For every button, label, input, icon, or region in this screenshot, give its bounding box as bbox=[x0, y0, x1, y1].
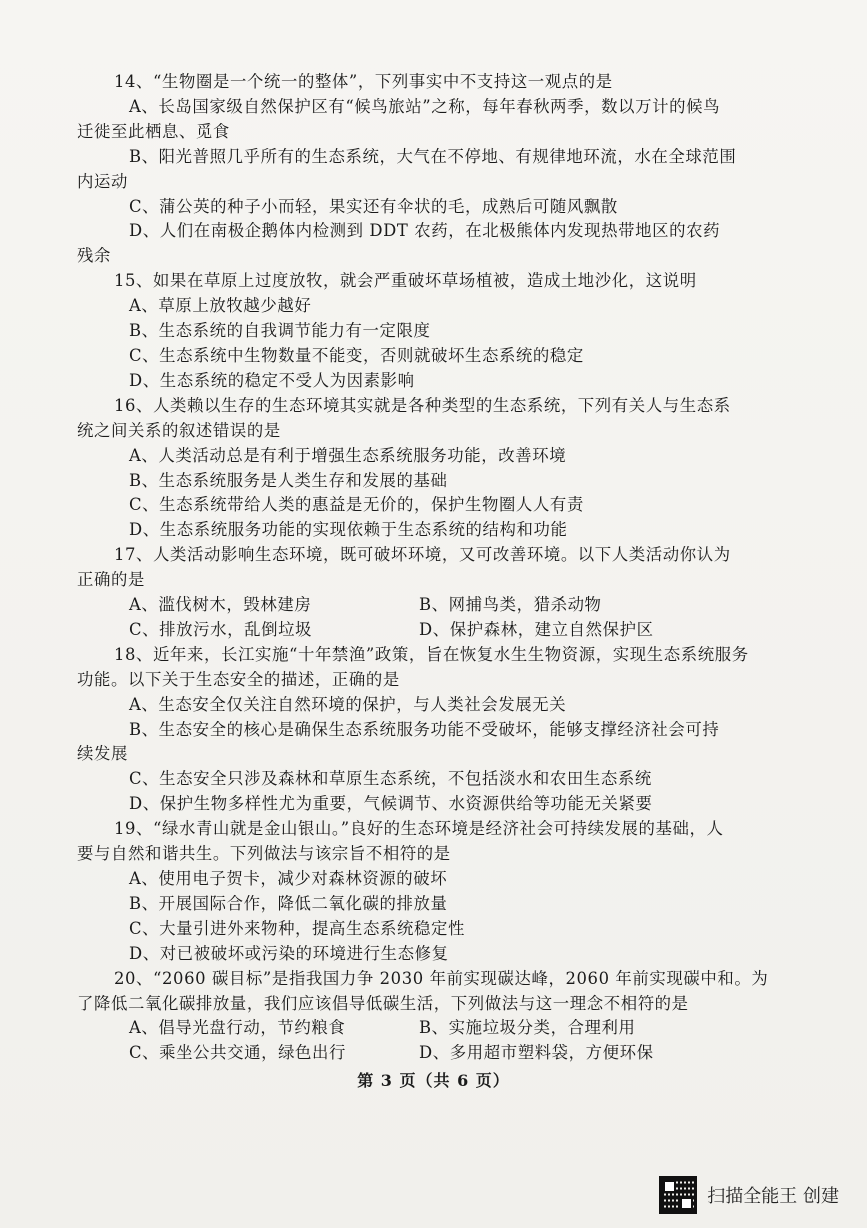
answer-option: D、多用超市塑料袋，方便环保 bbox=[419, 1043, 654, 1063]
question-stem: 正确的是 bbox=[77, 570, 145, 590]
answer-option: 迁徙至此栖息、觅食 bbox=[77, 121, 230, 141]
watermark-text: 扫描全能王 创建 bbox=[707, 1186, 839, 1207]
answer-option: 续发展 bbox=[77, 744, 128, 764]
answer-option: C、生态系统带给人类的惠益是无价的，保护生物圈人人有责 bbox=[129, 495, 584, 515]
question-stem: 19、“绿水青山就是金山银山。”良好的生态环境是经济社会可持续发展的基础，人 bbox=[114, 819, 724, 839]
question-stem: 17、人类活动影响生态环境，既可破坏环境，又可改善环境。以下人类活动你认为 bbox=[114, 545, 731, 565]
answer-option: D、生态系统的稳定不受人为因素影响 bbox=[129, 370, 415, 390]
answer-option: A、使用电子贺卡，减少对森林资源的破坏 bbox=[129, 869, 448, 888]
answer-option: B、网捕鸟类，猎杀动物 bbox=[419, 595, 602, 615]
question-stem: 16、人类赖以生存的生态环境其实就是各种类型的生态系统，下列有关人与生态系 bbox=[114, 395, 731, 415]
answer-option: B、生态安全的核心是确保生态系统服务功能不受破坏，能够支撑经济社会可持 bbox=[129, 719, 720, 739]
answer-option: D、保护森林，建立自然保护区 bbox=[419, 619, 654, 639]
answer-option: D、对已被破坏或污染的环境进行生态修复 bbox=[129, 943, 449, 963]
answer-option-row bbox=[96, 1016, 736, 1041]
scanner-watermark bbox=[659, 1176, 839, 1214]
answer-option: A、滥伐树木，毁林建房 bbox=[129, 595, 312, 615]
answer-option: B、开展国际合作，降低二氧化碳的排放量 bbox=[129, 893, 448, 913]
answer-option: B、生态系统的自我调节能力有一定限度 bbox=[129, 321, 431, 341]
answer-option: A、人类活动总是有利于增强生态系统服务功能，改善环境 bbox=[129, 445, 567, 465]
answer-option: B、实施垃圾分类，合理利用 bbox=[419, 1018, 636, 1038]
answer-option: A、草原上放牧越少越好 bbox=[129, 296, 312, 316]
answer-option: D、保护生物多样性尤为重要，气候调节、水资源供给等功能无关紧要 bbox=[129, 794, 653, 814]
question-stem: 统之间关系的叙述错误的是 bbox=[77, 420, 281, 440]
answer-option: C、生态系统中生物数量不能变，否则就破坏生态系统的稳定 bbox=[129, 345, 584, 365]
page-footer: 第 3 页（共 6 页） bbox=[357, 1071, 510, 1090]
answer-option: A、长岛国家级自然保护区有“候鸟旅站”之称，每年春秋两季，数以万计的候鸟 bbox=[129, 96, 721, 116]
question-stem: 14、“生物圈是一个统一的整体”，下列事实中不支持这一观点的是 bbox=[114, 72, 613, 91]
question-list bbox=[77, 70, 769, 1066]
answer-option: A、倡导光盘行动，节约粮食 bbox=[129, 1018, 346, 1038]
answer-option-row bbox=[96, 1041, 736, 1066]
answer-option: 残余 bbox=[77, 246, 111, 266]
answer-option: D、人们在南极企鹅体内检测到 DDT 农药，在北极熊体内发现热带地区的农药 bbox=[129, 221, 721, 241]
question-stem: 要与自然和谐共生。下列做法与该宗旨不相符的是 bbox=[77, 844, 451, 864]
question-stem: 了降低二氧化碳排放量，我们应该倡导低碳生活，下列做法与这一理念不相符的是 bbox=[77, 993, 689, 1013]
answer-option: B、阳光普照几乎所有的生态系统，大气在不停地、有规律地环流，水在全球范围 bbox=[129, 146, 737, 166]
qr-code-icon bbox=[659, 1176, 697, 1214]
question-stem: 15、如果在草原上过度放牧，就会严重破坏草场植被，造成土地沙化，这说明 bbox=[114, 271, 697, 291]
question-stem: 18、近年来，长江实施“十年禁渔”政策，旨在恢复水生生物资源，实现生态系统服务 bbox=[114, 644, 749, 664]
answer-option-row bbox=[96, 618, 736, 643]
answer-option: C、排放污水，乱倒垃圾 bbox=[129, 619, 313, 639]
answer-option: C、蒲公英的种子小而轻，果实还有伞状的毛，成熟后可随风飘散 bbox=[129, 196, 618, 216]
answer-option: D、生态系统服务功能的实现依赖于生态系统的结构和功能 bbox=[129, 520, 568, 540]
answer-option: B、生态系统服务是人类生存和发展的基础 bbox=[129, 470, 448, 490]
answer-option: C、生态安全只涉及森林和草原生态系统，不包括淡水和农田生态系统 bbox=[129, 769, 652, 789]
answer-option: 内运动 bbox=[77, 171, 128, 191]
question-stem: 功能。以下关于生态安全的描述，正确的是 bbox=[77, 669, 400, 689]
answer-option-row bbox=[96, 593, 736, 618]
question-stem: 20、“2060 碳目标”是指我国力争 2030 年前实现碳达峰，2060 年前实现碳中和。为 bbox=[114, 968, 769, 988]
answer-option: C、大量引进外来物种，提高生态系统稳定性 bbox=[129, 918, 465, 938]
answer-option: A、生态安全仅关注自然环境的保护，与人类社会发展无关 bbox=[129, 694, 567, 714]
answer-option: C、乘坐公共交通，绿色出行 bbox=[129, 1043, 347, 1063]
